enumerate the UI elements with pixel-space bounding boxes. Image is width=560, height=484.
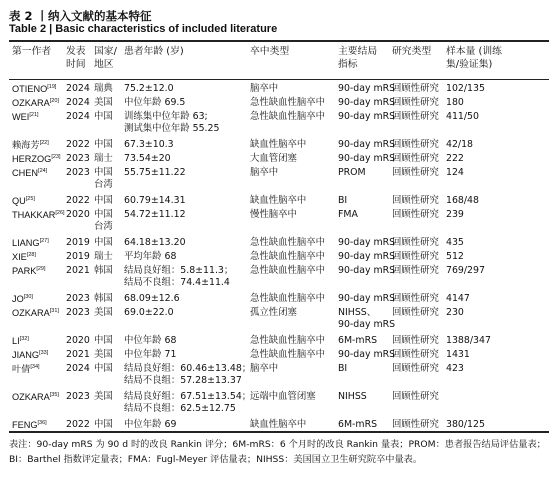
cell-type: 脑卒中 [250, 167, 279, 178]
cell-outcome: 90-day mRS [338, 153, 396, 164]
cell-outcome: 90-day mRS [338, 139, 396, 150]
cell-sample: 124 [446, 167, 464, 178]
cell-age: 67.3±10.3 [124, 139, 174, 150]
cell-author: OZKARA[20] [12, 98, 59, 108]
cell-sample: 102/135 [446, 83, 485, 94]
header-age: 患者年龄 (岁) [124, 46, 184, 57]
header-design: 研究类型 [392, 46, 432, 57]
cell-design: 回顾性研究 [392, 293, 439, 304]
cell-sample: 512 [446, 251, 464, 262]
cell-year: 2022 [66, 139, 90, 150]
cell-country: 韩国 [94, 293, 113, 304]
cell-design: 回顾性研究 [392, 195, 439, 206]
cell-sample: 769/297 [446, 265, 485, 276]
cell-country: 瑞典 [94, 83, 113, 94]
cell-year: 2019 [66, 251, 90, 262]
cell-age: 平均年龄 68 [124, 251, 177, 262]
cell-year: 2023 [66, 167, 90, 178]
cell-sample: 4147 [446, 293, 470, 304]
cell-design: 回顾性研究 [392, 307, 439, 318]
cell-design: 回顾性研究 [392, 349, 439, 360]
cell-year: 2023 [66, 293, 90, 304]
reference-number: [31] [49, 308, 59, 314]
cell-country: 瑞士 [94, 251, 113, 262]
reference-number: [24] [38, 168, 48, 174]
cell-year: 2019 [66, 237, 90, 248]
cell-age: 64.18±13.20 [124, 237, 186, 248]
cell-outcome: PROM [338, 167, 366, 178]
table-bottom-rule [9, 431, 549, 433]
cell-author: 赖海芳[22] [12, 140, 49, 150]
cell-author: OTIENO[19] [12, 84, 57, 94]
cell-type: 急性缺血性脑卒中 [250, 349, 326, 360]
cell-author: XIE[28] [12, 252, 36, 262]
cell-age: 结局良好组：60.46±13.48； 结局不良组：57.28±13.37 [124, 363, 252, 386]
cell-type: 大血管闭塞 [250, 153, 297, 164]
header-type: 卒中类型 [250, 46, 290, 57]
cell-age: 68.09±12.6 [124, 293, 180, 304]
reference-number: [34] [30, 364, 40, 370]
cell-year: 2023 [66, 153, 90, 164]
cell-country: 中国 [94, 111, 113, 122]
cell-type: 急性缺血性脑卒中 [250, 251, 326, 262]
reference-number: [28] [26, 252, 36, 258]
cell-sample: 380/125 [446, 419, 485, 430]
cell-type: 脑卒中 [250, 83, 279, 94]
cell-age: 55.75±11.22 [124, 167, 186, 178]
cell-sample: 168/48 [446, 195, 479, 206]
cell-year: 2021 [66, 265, 90, 276]
cell-design: 回顾性研究 [392, 83, 439, 94]
cell-year: 2023 [66, 391, 90, 402]
header-sample: 样本量 (训练 集/验证集) [446, 46, 502, 70]
cell-year: 2024 [66, 97, 90, 108]
reference-number: [22] [39, 140, 49, 146]
cell-outcome: 90-day mRS [338, 265, 396, 276]
cell-design: 回顾性研究 [392, 139, 439, 150]
header-author: 第一作者 [12, 46, 52, 57]
cell-country: 中国 [94, 237, 113, 248]
cell-country: 美国 [94, 391, 113, 402]
cell-author: THAKKAR[26] [12, 210, 65, 220]
cell-country: 中国 [94, 195, 113, 206]
cell-country: 中国 [94, 363, 113, 374]
cell-age: 60.79±14.31 [124, 195, 186, 206]
cell-design: 回顾性研究 [392, 363, 439, 374]
reference-number: [29] [36, 266, 46, 272]
cell-author: LIANG[27] [12, 238, 49, 248]
cell-sample: 222 [446, 153, 464, 164]
cell-country: 韩国 [94, 265, 113, 276]
cell-design: 回顾性研究 [392, 237, 439, 248]
reference-number: [32] [19, 336, 29, 342]
table-caption-chinese: 表 2 丨纳入文献的基本特征 [9, 9, 152, 23]
cell-sample: 230 [446, 307, 464, 318]
cell-age: 训练集中位年龄 63; 测试集中位年龄 55.25 [124, 111, 220, 134]
cell-outcome: 6M-mRS [338, 335, 378, 346]
cell-design: 回顾性研究 [392, 265, 439, 276]
reference-number: [21] [29, 112, 39, 118]
cell-sample: 42/18 [446, 139, 474, 150]
cell-age: 75.2±12.0 [124, 83, 174, 94]
reference-number: [26] [55, 210, 65, 216]
cell-outcome: NIHSS、 90-day mRS [338, 307, 396, 330]
cell-outcome: 90-day mRS [338, 237, 396, 248]
cell-age: 中位年龄 69.5 [124, 97, 186, 108]
cell-type: 急性缺血性脑卒中 [250, 265, 326, 276]
cell-year: 2024 [66, 363, 90, 374]
cell-author: OZKARA[35] [12, 392, 59, 402]
table-notes: 表注：90-day mRS 为 90 d 时的改良 Rankin 评分；6M-mRS：6 个月时的改良 Rankin 量表；PROM：患者报告结局评估量表；BI：Barthel 指数评定量表；FMA：Fugl-Meyer 评估量表；NIHSS：美国国立卫生研究院卒中量表。 [9, 439, 546, 465]
cell-country: 瑞士 [94, 153, 113, 164]
cell-design: 回顾性研究 [392, 167, 439, 178]
cell-type: 远端中血管闭塞 [250, 391, 316, 402]
cell-author: WEI[21] [12, 112, 39, 122]
cell-outcome: 90-day mRS [338, 251, 396, 262]
cell-outcome: 90-day mRS [338, 111, 396, 122]
cell-author: FENG[36] [12, 420, 47, 430]
cell-country: 美国 [94, 307, 113, 318]
cell-author: HERZOG[23] [12, 154, 61, 164]
cell-outcome: 90-day mRS [338, 83, 396, 94]
header-country: 国家/ 地区 [94, 46, 117, 70]
cell-type: 急性缺血性脑卒中 [250, 111, 326, 122]
cell-author: 叶倩[34] [12, 364, 40, 374]
reference-number: [19] [47, 84, 57, 90]
cell-age: 中位年龄 69 [124, 419, 177, 430]
cell-sample: 423 [446, 363, 464, 374]
cell-author: JIANG[33] [12, 350, 49, 360]
cell-year: 2023 [66, 307, 90, 318]
cell-country: 中国 台湾 [94, 209, 113, 232]
table-caption-english: Table 2 | Basic characteristics of included literature [9, 23, 278, 35]
cell-year: 2021 [66, 349, 90, 360]
cell-year: 2024 [66, 111, 90, 122]
reference-number: [23] [51, 154, 61, 160]
cell-age: 54.72±11.12 [124, 209, 186, 220]
cell-type: 缺血性脑卒中 [250, 195, 307, 206]
cell-age: 69.0±22.0 [124, 307, 174, 318]
cell-type: 脑卒中 [250, 363, 279, 374]
cell-type: 急性缺血性脑卒中 [250, 293, 326, 304]
table-top-rule [9, 40, 549, 42]
cell-author: QU[25] [12, 196, 35, 206]
cell-type: 慢性脑卒中 [250, 209, 297, 220]
cell-outcome: BI [338, 363, 348, 374]
cell-outcome: 90-day mRS [338, 293, 396, 304]
cell-year: 2024 [66, 83, 90, 94]
cell-outcome: BI [338, 195, 348, 206]
cell-outcome: 6M-mRS [338, 419, 378, 430]
cell-outcome: FMA [338, 209, 358, 220]
cell-sample: 411/50 [446, 111, 479, 122]
cell-author: PARK[29] [12, 266, 46, 276]
cell-design: 回顾性研究 [392, 209, 439, 220]
cell-design: 回顾性研究 [392, 97, 439, 108]
cell-sample: 239 [446, 209, 464, 220]
cell-age: 中位年龄 68 [124, 335, 177, 346]
cell-author: CHEN[24] [12, 168, 48, 178]
cell-outcome: NIHSS [338, 391, 367, 402]
cell-author: LI[32] [12, 336, 29, 346]
cell-design: 回顾性研究 [392, 335, 439, 346]
cell-country: 中国 台湾 [94, 167, 113, 190]
cell-age: 结局良好组：67.51±13.54； 结局不良组：62.5±12.75 [124, 391, 252, 414]
cell-year: 2022 [66, 195, 90, 206]
cell-sample: 180 [446, 97, 464, 108]
reference-number: [33] [39, 350, 49, 356]
cell-age: 中位年龄 71 [124, 349, 177, 360]
cell-outcome: 90-day mRS [338, 349, 396, 360]
cell-country: 中国 [94, 335, 113, 346]
cell-design: 回顾性研究 [392, 419, 439, 430]
reference-number: [30] [23, 294, 33, 300]
reference-number: [36] [37, 420, 47, 426]
reference-number: [25] [25, 196, 35, 202]
cell-country: 中国 [94, 419, 113, 430]
reference-number: [20] [49, 98, 59, 104]
cell-year: 2020 [66, 335, 90, 346]
cell-outcome: 90-day mRS [338, 97, 396, 108]
cell-country: 美国 [94, 349, 113, 360]
cell-type: 急性缺血性脑卒中 [250, 97, 326, 108]
cell-design: 回顾性研究 [392, 251, 439, 262]
cell-author: JO[30] [12, 294, 33, 304]
cell-age: 73.54±20 [124, 153, 171, 164]
cell-year: 2020 [66, 209, 90, 220]
cell-type: 急性缺血性脑卒中 [250, 237, 326, 248]
cell-author: OZKARA[31] [12, 308, 59, 318]
cell-type: 急性缺血性脑卒中 [250, 335, 326, 346]
cell-type: 孤立性闭塞 [250, 307, 297, 318]
cell-type: 缺血性脑卒中 [250, 419, 307, 430]
cell-country: 中国 [94, 139, 113, 150]
cell-country: 美国 [94, 97, 113, 108]
cell-sample: 1431 [446, 349, 470, 360]
header-outcome: 主要结局 指标 [338, 46, 378, 70]
cell-type: 缺血性脑卒中 [250, 139, 307, 150]
cell-design: 回顾性研究 [392, 391, 439, 402]
header-year: 发表 时间 [66, 46, 86, 70]
cell-sample: 435 [446, 237, 464, 248]
reference-number: [27] [39, 238, 49, 244]
table-header-rule [9, 79, 549, 80]
cell-design: 回顾性研究 [392, 153, 439, 164]
cell-sample: 1388/347 [446, 335, 491, 346]
cell-year: 2022 [66, 419, 90, 430]
cell-age: 结局良好组：5.8±11.3； 结局不良组：74.4±11.4 [124, 265, 234, 288]
reference-number: [35] [49, 392, 59, 398]
cell-design: 回顾性研究 [392, 111, 439, 122]
